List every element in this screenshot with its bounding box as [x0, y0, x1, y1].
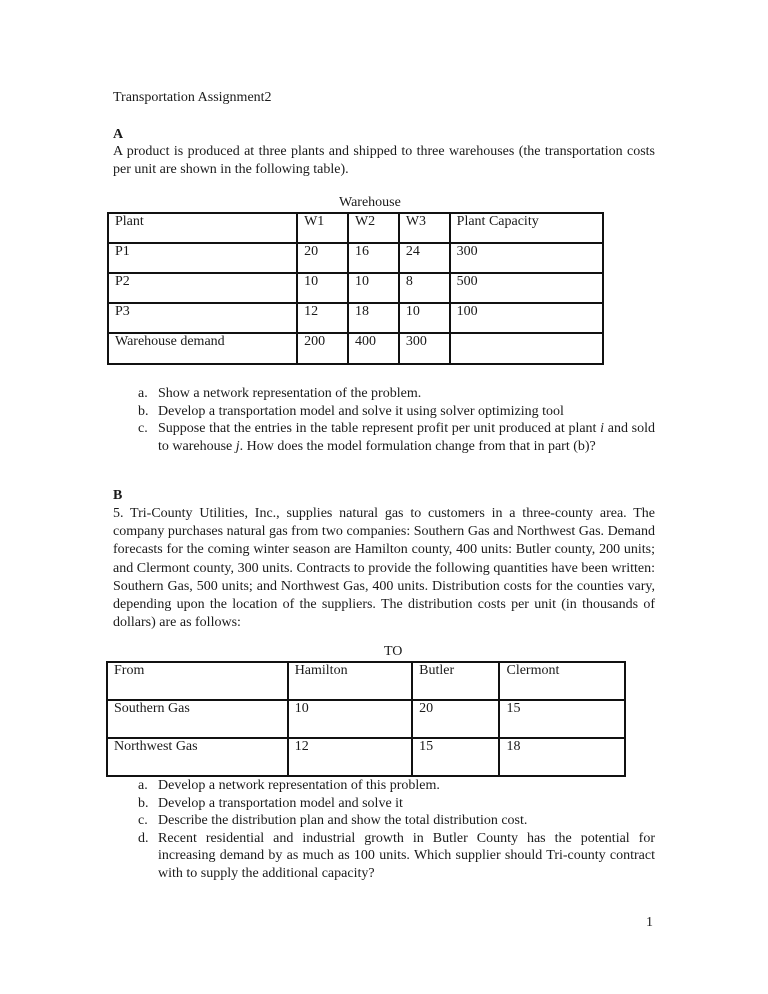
section-a-intro: A product is produced at three plants and shipped to three warehouses (the transportation costs per unit are shown in the following table). — [113, 144, 655, 177]
table-row — [107, 700, 625, 738]
table-header-cell: Clermont — [499, 662, 625, 700]
section-b-heading: B — [113, 488, 123, 503]
table-cell: Southern Gas — [107, 700, 288, 738]
table-row — [108, 303, 603, 333]
section-b-questions — [113, 777, 655, 882]
list-item-text: . How does the model formulation change from that in part (b)? — [239, 438, 596, 454]
table-row — [108, 243, 603, 273]
list-item-text: Develop a transportation model and solve it using solver optimizing tool — [158, 403, 564, 419]
table-row — [108, 333, 603, 364]
table-cell: 15 — [499, 700, 625, 738]
section-a-questions — [113, 385, 655, 455]
list-item-text: Describe the distribution plan and show the total distribution cost. — [158, 813, 528, 828]
table-cell: Warehouse demand — [108, 333, 297, 364]
table-cell: 18 — [348, 303, 399, 333]
list-marker: a. — [138, 386, 148, 401]
table-header-cell: Butler — [412, 662, 499, 700]
table-cell: P2 — [108, 273, 297, 303]
table-row — [108, 273, 603, 303]
table-cell: 10 — [297, 273, 348, 303]
table-header-cell: W1 — [297, 213, 348, 243]
list-marker: c. — [138, 421, 148, 436]
list-item-text: Develop a network representation of this problem. — [158, 778, 440, 793]
table-header-cell: W2 — [348, 213, 399, 243]
list-marker: b. — [138, 403, 149, 419]
table-cell: 100 — [450, 303, 603, 333]
list-item — [113, 812, 655, 830]
page-number: 1 — [646, 915, 653, 930]
table-cell: 12 — [297, 303, 348, 333]
list-marker: a. — [138, 778, 148, 793]
table-header-row — [107, 662, 625, 700]
table-cell: 200 — [297, 333, 348, 364]
list-item-text: Suppose that the entries in the table represent profit per unit produced at plant — [158, 421, 601, 436]
table-cell: 400 — [348, 333, 399, 364]
table-cell: 24 — [399, 243, 450, 273]
table-cell: 10 — [288, 700, 412, 738]
table-cell: 300 — [450, 243, 603, 273]
table-cell: 16 — [348, 243, 399, 273]
table-header-cell: From — [107, 662, 288, 700]
section-b-intro: 5. Tri-County Utilities, Inc., supplies natural gas to customers in a three-county area. The company purchases natural gas from two companies: Southern Gas and Northwest Gas. Demand forecasts for the coming winter season are Hamilton county, 400 units: Butler county, 200 units; and Clermont county, 300 units. Contracts to provide the following quantities have been written: Southern Gas, 500 units; and Northwest Gas, 400 units. Distribution costs for the counties vary, depending upon the location of the suppliers. The distribution costs per unit (in thousands of dollars) are as follows: — [113, 506, 655, 631]
table-header-cell: Hamilton — [288, 662, 412, 700]
list-item-text: Show a network representation of the problem. — [158, 386, 422, 401]
list-marker: c. — [138, 813, 148, 828]
section-b-table-caption: TO — [384, 644, 403, 659]
table-cell: 18 — [499, 738, 625, 776]
table-cell: 12 — [288, 738, 412, 776]
table-row — [107, 738, 625, 776]
variable-j: j — [235, 438, 240, 454]
list-item — [113, 795, 655, 813]
section-a-heading: A — [113, 127, 124, 142]
list-item — [113, 830, 655, 883]
distribution-cost-table — [106, 661, 626, 777]
table-cell: 8 — [399, 273, 450, 303]
list-item-text: Recent residential and industrial growth in Butler County has the potential for increasing demand by as much as 100 units. Which supplier should Tri-county contract with to supply the additional capacity? — [158, 830, 655, 881]
table-cell: 20 — [412, 700, 499, 738]
variable-i: i — [600, 421, 605, 436]
page-title: Transportation Assignment2 — [113, 90, 272, 105]
list-item — [113, 420, 655, 455]
table-cell: 500 — [450, 273, 603, 303]
list-item-text: and sold to warehouse — [158, 421, 656, 454]
list-item-text: Develop a transportation model and solve it — [158, 795, 403, 811]
table-header-cell: W3 — [399, 213, 450, 243]
table-header-cell: Plant — [108, 213, 297, 243]
table-header-row — [108, 213, 603, 243]
table-cell: P3 — [108, 303, 297, 333]
list-item — [113, 403, 655, 421]
table-cell: 300 — [399, 333, 450, 364]
table-cell: 10 — [399, 303, 450, 333]
table-header-cell: Plant Capacity — [450, 213, 603, 243]
table-cell: 10 — [348, 273, 399, 303]
section-a-table-caption: Warehouse — [339, 195, 401, 210]
list-marker: b. — [138, 795, 149, 811]
table-cell: 15 — [412, 738, 499, 776]
table-cell: 20 — [297, 243, 348, 273]
table-cell: Northwest Gas — [107, 738, 288, 776]
table-cell: P1 — [108, 243, 297, 273]
list-item — [113, 385, 655, 403]
list-marker: d. — [138, 830, 149, 846]
plant-warehouse-table — [107, 212, 604, 365]
table-cell — [450, 333, 603, 364]
list-item — [113, 777, 655, 795]
